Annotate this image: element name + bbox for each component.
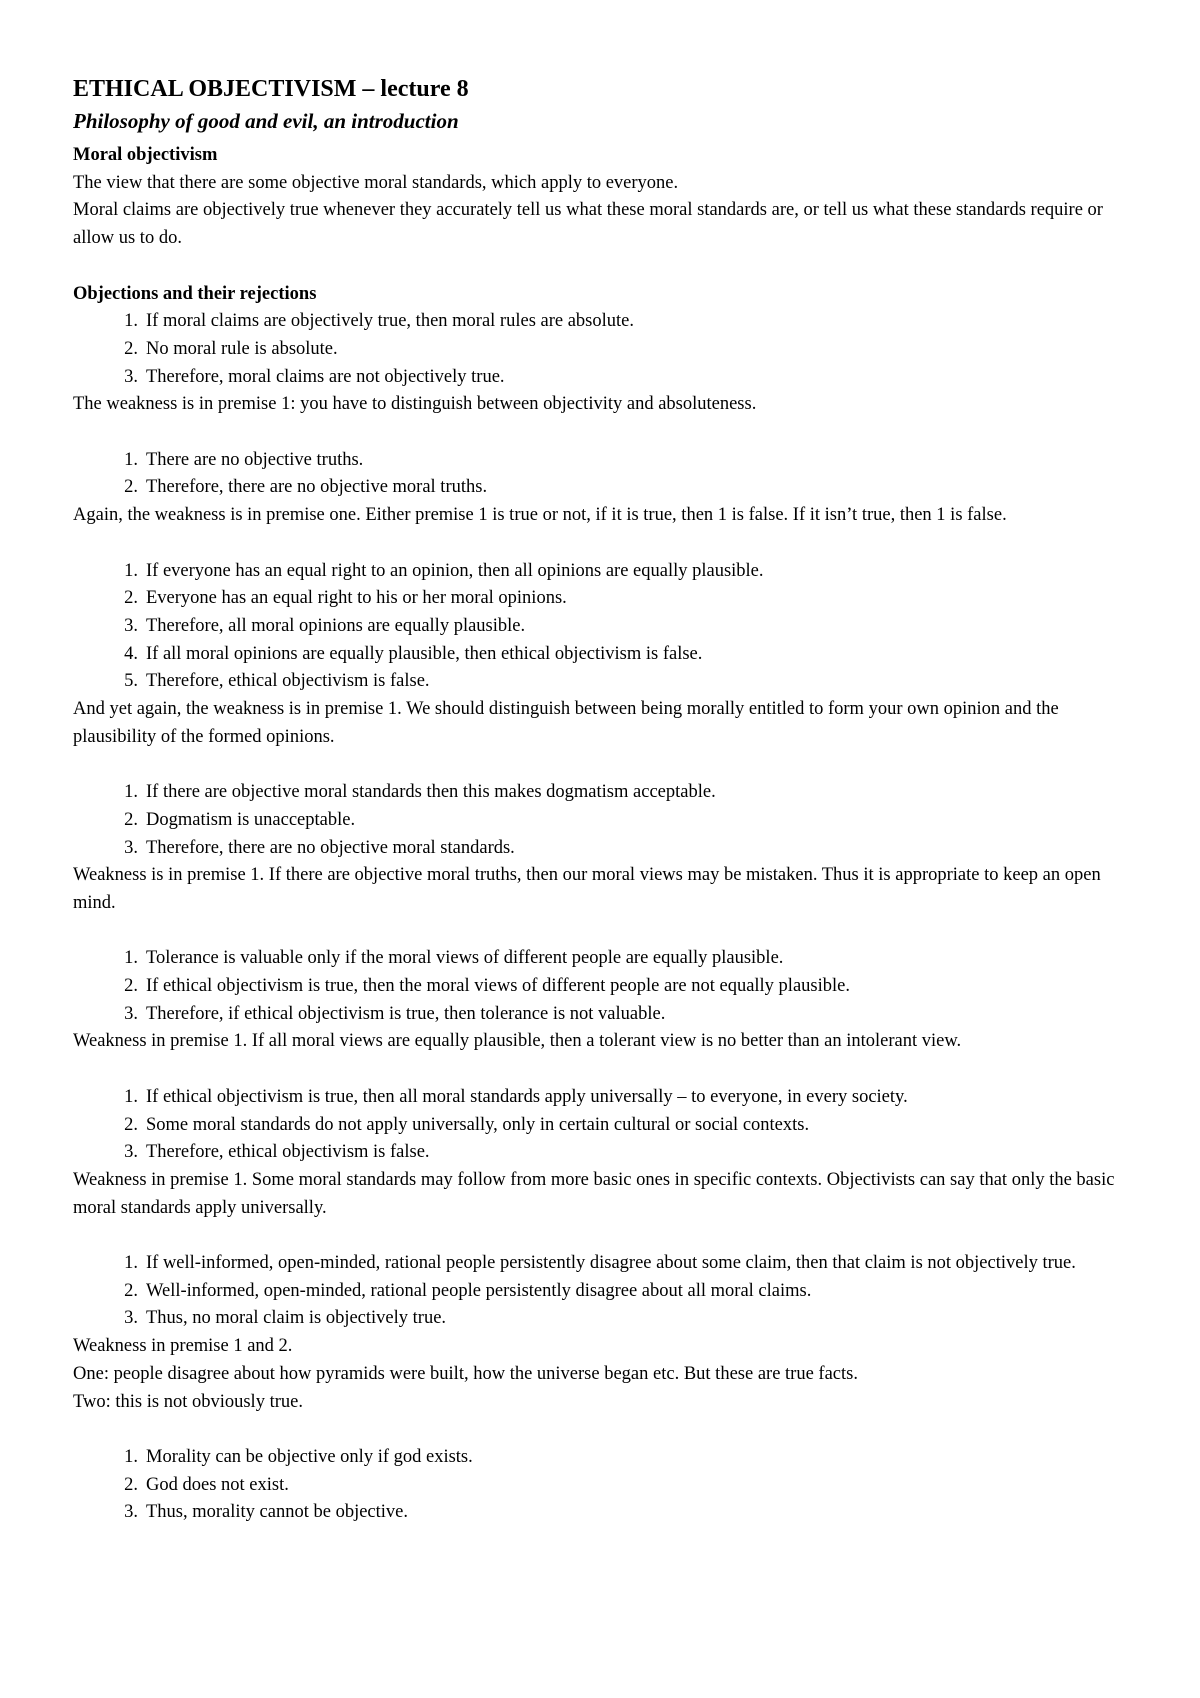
section-heading-objections: Objections and their rejections xyxy=(73,283,317,304)
premise-item: 2. Dogmatism is unacceptable. xyxy=(124,809,356,830)
spacer xyxy=(73,253,1136,281)
premise-item: 2. Everyone has an equal right to his or her moral opinions. xyxy=(124,588,567,609)
premise-item: 2. If ethical objectivism is true, then the moral views of different people are not equally plausible. xyxy=(124,976,850,997)
premise-item: 3. Therefore, there are no objective moral standards. xyxy=(124,837,515,858)
spacer xyxy=(73,530,1136,558)
rebuttal-text: And yet again, the weakness is in premise 1. We should distinguish between being morally entitled to form your own opinion and the plausibility of the formed opinions. xyxy=(73,699,1059,747)
premise-item: 5. Therefore, ethical objectivism is false. xyxy=(124,671,430,692)
rebuttal-text: Two: this is not obviously true. xyxy=(73,1391,303,1412)
argument-list xyxy=(73,1250,1136,1333)
section-heading-moral-objectivism: Moral objectivism xyxy=(73,145,218,165)
paragraph: Moral claims are objectively true whenever they accurately tell us what these moral standards are, or tell us what these standards require or allow us to do. xyxy=(73,200,1103,249)
premise-item: 3. Thus, no moral claim is objectively true. xyxy=(124,1308,447,1329)
premise-item: 3. Therefore, ethical objectivism is false. xyxy=(124,1142,430,1163)
paragraph: The view that there are some objective moral standards, which apply to everyone. xyxy=(73,172,679,193)
spacer xyxy=(73,751,1136,779)
spacer xyxy=(73,1222,1136,1250)
premise-item: 1. If ethical objectivism is true, then all moral standards apply universally – to everyone, in every society. xyxy=(124,1086,908,1107)
argument-list xyxy=(73,558,1136,697)
rebuttal-text: The weakness is in premise 1: you have to distinguish between objectivity and absoluteness. xyxy=(73,394,757,415)
premise-item: 2. God does not exist. xyxy=(124,1474,289,1495)
premise-item: 1. If moral claims are objectively true, then moral rules are absolute. xyxy=(124,311,635,332)
argument-list xyxy=(73,1444,1136,1527)
argument-list xyxy=(73,1084,1136,1167)
premise-item: 2. No moral rule is absolute. xyxy=(124,338,338,359)
premise-item: 1. If well-informed, open-minded, rational people persistently disagree about some claim, then that claim is not objectively true. xyxy=(124,1253,1076,1274)
rebuttal-text: Weakness is in premise 1. If there are objective moral truths, then our moral views may be mistaken. Thus it is appropriate to keep an open mind. xyxy=(73,865,1101,913)
rebuttal-text: Weakness in premise 1. Some moral standards may follow from more basic ones in specific contexts. Objectivists can say that only the basic moral standards apply universally. xyxy=(73,1169,1115,1218)
premise-item: 2. Therefore, there are no objective moral truths. xyxy=(124,477,488,498)
spacer xyxy=(73,918,1136,946)
rebuttal-text: Weakness in premise 1 and 2. xyxy=(73,1336,293,1357)
premise-item: 3. Therefore, if ethical objectivism is true, then tolerance is not valuable. xyxy=(124,1003,666,1024)
spacer xyxy=(73,1056,1136,1084)
document-title: ETHICAL OBJECTIVISM – lecture 8 xyxy=(73,76,469,102)
premise-item: 1. Tolerance is valuable only if the moral views of different people are equally plausible. xyxy=(124,948,784,969)
spacer xyxy=(73,1416,1136,1444)
premise-item: 3. Therefore, moral claims are not objectively true. xyxy=(124,366,505,387)
premise-item: 1. If there are objective moral standards then this makes dogmatism acceptable. xyxy=(124,782,716,803)
argument-list xyxy=(73,779,1136,862)
argument-list xyxy=(73,945,1136,1028)
premise-item: 1. Morality can be objective only if god exists. xyxy=(124,1446,473,1467)
argument-list xyxy=(73,308,1136,391)
premise-item: 4. If all moral opinions are equally plausible, then ethical objectivism is false. xyxy=(124,643,703,664)
premise-item: 1. If everyone has an equal right to an opinion, then all opinions are equally plausible. xyxy=(124,560,764,581)
premise-item: 1. There are no objective truths. xyxy=(124,449,364,470)
argument-list xyxy=(73,447,1136,502)
document-subtitle: Philosophy of good and evil, an introduction xyxy=(73,109,459,133)
premise-item: 3. Therefore, all moral opinions are equally plausible. xyxy=(124,615,526,636)
premise-item: 2. Some moral standards do not apply universally, only in certain cultural or social contexts. xyxy=(124,1114,810,1135)
rebuttal-text: Again, the weakness is in premise one. Either premise 1 is true or not, if it is true, then 1 is false. If it isn’t true, then 1 is false. xyxy=(73,505,1007,526)
rebuttal-text: Weakness in premise 1. If all moral views are equally plausible, then a tolerant view is no better than an intolerant view. xyxy=(73,1031,962,1052)
premise-item: 2. Well-informed, open-minded, rational people persistently disagree about all moral claims. xyxy=(124,1280,812,1301)
premise-item: 3. Thus, morality cannot be objective. xyxy=(124,1502,409,1523)
rebuttal-text: One: people disagree about how pyramids were built, how the universe began etc. But these are true facts. xyxy=(73,1363,858,1384)
spacer xyxy=(73,419,1136,447)
